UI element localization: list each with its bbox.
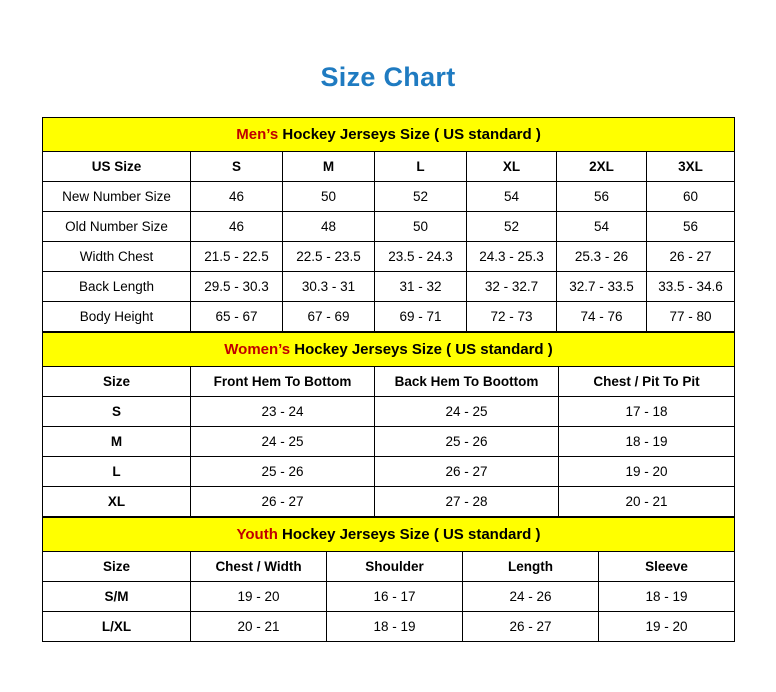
mens-header-cell: US Size — [43, 152, 191, 182]
cell: 56 — [647, 212, 735, 242]
cell: 52 — [375, 182, 467, 212]
row-label: Old Number Size — [43, 212, 191, 242]
womens-band-title — [43, 333, 735, 367]
cell: 20 - 21 — [559, 487, 735, 517]
cell: 65 - 67 — [191, 302, 283, 332]
mens-header-cell: L — [375, 152, 467, 182]
cell: 32.7 - 33.5 — [557, 272, 647, 302]
cell: 20 - 21 — [191, 612, 327, 642]
table-row — [43, 272, 735, 302]
mens-band-accent: Men’s — [236, 126, 279, 143]
cell: 60 — [647, 182, 735, 212]
womens-size-table — [42, 332, 735, 517]
cell: 24 - 25 — [375, 397, 559, 427]
cell: 19 - 20 — [191, 582, 327, 612]
womens-header-cell: Back Hem To Boottom — [375, 367, 559, 397]
cell: 69 - 71 — [375, 302, 467, 332]
cell: 16 - 17 — [327, 582, 463, 612]
table-row — [43, 397, 735, 427]
cell: 56 — [557, 182, 647, 212]
row-label: Back Length — [43, 272, 191, 302]
youth-band-row — [43, 518, 735, 552]
youth-header-row — [43, 552, 735, 582]
cell: 67 - 69 — [283, 302, 375, 332]
cell: 72 - 73 — [467, 302, 557, 332]
cell: 26 - 27 — [463, 612, 599, 642]
table-row — [43, 612, 735, 642]
cell: 25 - 26 — [191, 457, 375, 487]
mens-band-row — [43, 118, 735, 152]
table-row — [43, 242, 735, 272]
table-row — [43, 457, 735, 487]
cell: 29.5 - 30.3 — [191, 272, 283, 302]
cell: 18 - 19 — [327, 612, 463, 642]
youth-header-cell: Chest / Width — [191, 552, 327, 582]
womens-header-cell: Size — [43, 367, 191, 397]
womens-header-cell: Chest / Pit To Pit — [559, 367, 735, 397]
mens-header-cell: 3XL — [647, 152, 735, 182]
mens-size-table — [42, 117, 735, 332]
row-label: Body Height — [43, 302, 191, 332]
cell: 23.5 - 24.3 — [375, 242, 467, 272]
row-label: Width Chest — [43, 242, 191, 272]
cell: 18 - 19 — [559, 427, 735, 457]
table-row — [43, 582, 735, 612]
cell: 46 — [191, 212, 283, 242]
cell: 23 - 24 — [191, 397, 375, 427]
table-row — [43, 427, 735, 457]
cell: 50 — [283, 182, 375, 212]
youth-header-cell: Shoulder — [327, 552, 463, 582]
cell: 24.3 - 25.3 — [467, 242, 557, 272]
cell: 30.3 - 31 — [283, 272, 375, 302]
cell: 18 - 19 — [599, 582, 735, 612]
cell: 54 — [557, 212, 647, 242]
cell: 77 - 80 — [647, 302, 735, 332]
youth-band-rest: Hockey Jerseys Size ( US standard ) — [277, 526, 541, 543]
cell: 25.3 - 26 — [557, 242, 647, 272]
mens-header-row — [43, 152, 735, 182]
cell: 48 — [283, 212, 375, 242]
cell: 26 - 27 — [647, 242, 735, 272]
row-label: M — [43, 427, 191, 457]
womens-band-rest: Hockey Jerseys Size ( US standard ) — [290, 341, 553, 358]
cell: 19 - 20 — [599, 612, 735, 642]
mens-header-cell: XL — [467, 152, 557, 182]
youth-header-cell: Size — [43, 552, 191, 582]
cell: 33.5 - 34.6 — [647, 272, 735, 302]
womens-header-cell: Front Hem To Bottom — [191, 367, 375, 397]
page-title: Size Chart — [320, 62, 456, 92]
cell: 26 - 27 — [375, 457, 559, 487]
row-label: L/XL — [43, 612, 191, 642]
mens-header-cell: M — [283, 152, 375, 182]
row-label: S — [43, 397, 191, 427]
mens-header-cell: S — [191, 152, 283, 182]
cell: 31 - 32 — [375, 272, 467, 302]
youth-band-accent: Youth — [236, 526, 278, 543]
cell: 21.5 - 22.5 — [191, 242, 283, 272]
cell: 50 — [375, 212, 467, 242]
youth-header-cell: Sleeve — [599, 552, 735, 582]
cell: 54 — [467, 182, 557, 212]
youth-size-table — [42, 517, 735, 642]
table-row — [43, 302, 735, 332]
youth-header-cell: Length — [463, 552, 599, 582]
womens-header-row — [43, 367, 735, 397]
mens-band-rest: Hockey Jerseys Size ( US standard ) — [278, 126, 541, 143]
youth-band-title — [43, 518, 735, 552]
cell: 19 - 20 — [559, 457, 735, 487]
cell: 46 — [191, 182, 283, 212]
table-row — [43, 487, 735, 517]
table-row — [43, 212, 735, 242]
cell: 26 - 27 — [191, 487, 375, 517]
table-row — [43, 182, 735, 212]
row-label: New Number Size — [43, 182, 191, 212]
cell: 24 - 26 — [463, 582, 599, 612]
cell: 32 - 32.7 — [467, 272, 557, 302]
mens-header-cell: 2XL — [557, 152, 647, 182]
row-label: XL — [43, 487, 191, 517]
womens-band-row — [43, 333, 735, 367]
cell: 74 - 76 — [557, 302, 647, 332]
cell: 52 — [467, 212, 557, 242]
tables-container — [42, 117, 734, 642]
row-label: S/M — [43, 582, 191, 612]
cell: 24 - 25 — [191, 427, 375, 457]
cell: 22.5 - 23.5 — [283, 242, 375, 272]
womens-band-accent: Women’s — [224, 341, 291, 358]
cell: 25 - 26 — [375, 427, 559, 457]
mens-band-title — [43, 118, 735, 152]
cell: 27 - 28 — [375, 487, 559, 517]
row-label: L — [43, 457, 191, 487]
cell: 17 - 18 — [559, 397, 735, 427]
